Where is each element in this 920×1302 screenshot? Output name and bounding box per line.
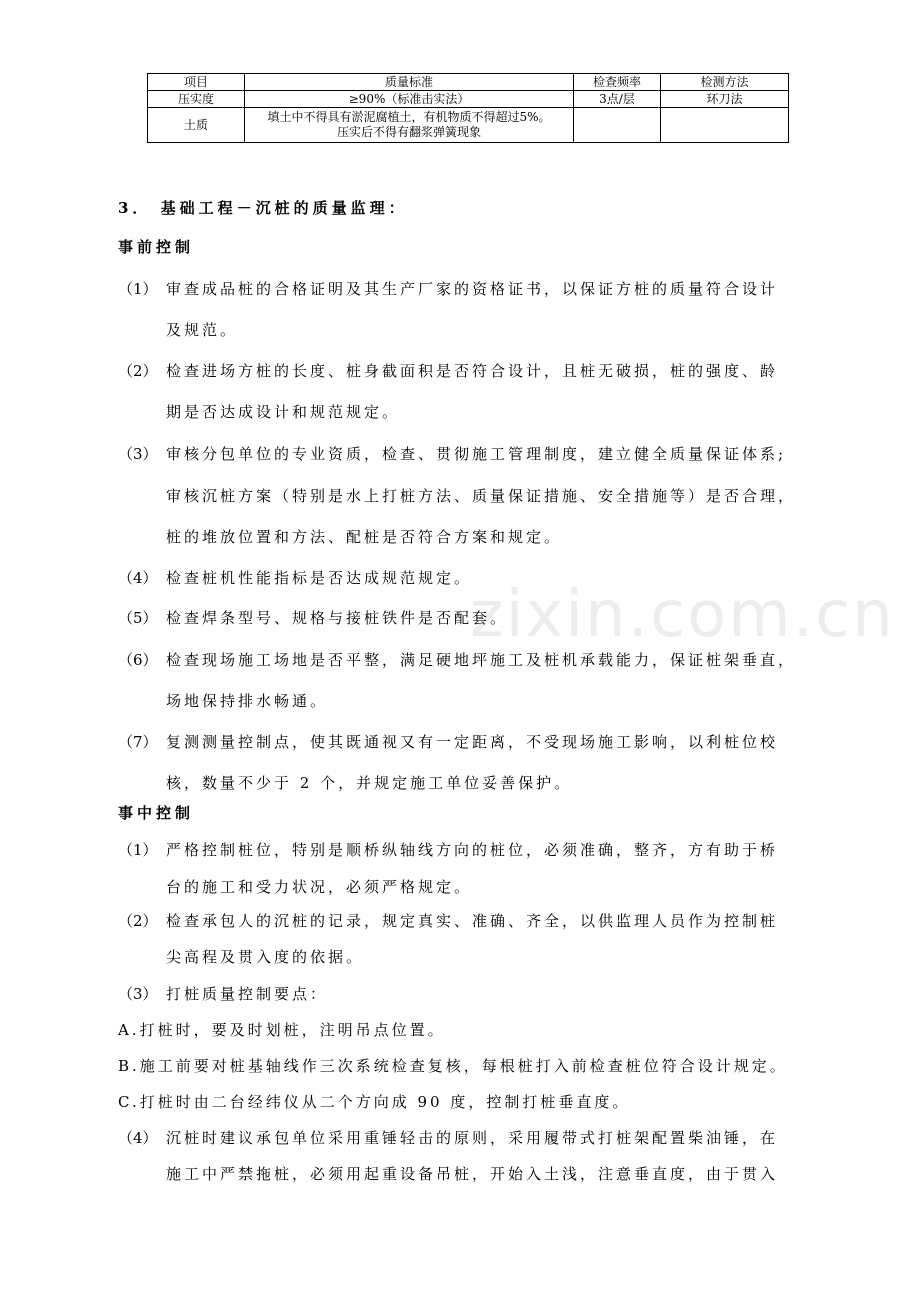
list-item xyxy=(118,607,508,628)
item-number: （1） xyxy=(118,280,158,298)
item-continuation: 台的施工和受力状况，必须严格规定。 xyxy=(166,878,473,896)
quality-standard-table xyxy=(147,73,789,143)
list-item xyxy=(118,983,328,1004)
item-number: （5） xyxy=(118,609,158,627)
item-number: （4） xyxy=(118,1129,158,1147)
sub-point: A.打桩时，要及时划桩，注明吊点位置。 xyxy=(118,1021,446,1039)
item-continuation: 审核沉桩方案（特别是水上打桩方法、质量保证措施、安全措施等）是否合理， xyxy=(166,487,797,505)
table-header-cell: 检测方法 xyxy=(661,74,789,91)
table-row xyxy=(148,91,789,108)
item-continuation: 场地保持排水畅通。 xyxy=(166,692,329,710)
item-continuation: 桩的堆放位置和方法、配桩是否符合方案和规定。 xyxy=(166,528,563,546)
item-number: （7） xyxy=(118,733,158,751)
item-continuation: 施工中严禁拖桩，必须用起重设备吊桩，开始入土浅，注意垂直度，由于贯入 xyxy=(166,1165,779,1183)
table-cell-line: 填土中不得具有淤泥腐植土，有机物质不得超过5%。 xyxy=(267,110,551,124)
list-item xyxy=(118,360,778,381)
item-continuation: 核，数量不少于 2 个，并规定施工单位妥善保护。 xyxy=(166,774,573,792)
table-cell xyxy=(661,108,789,143)
list-item xyxy=(118,278,778,299)
item-continuation: 尖高程及贯入度的依据。 xyxy=(166,948,365,966)
table-cell: ≥90%（标准击实法） xyxy=(245,91,574,108)
table-cell: 土质 xyxy=(148,108,245,143)
table-row xyxy=(148,108,789,143)
table-header-cell: 项目 xyxy=(148,74,245,91)
item-number: （2） xyxy=(118,912,158,930)
watermark: zixin.com.cn xyxy=(470,578,895,652)
item-number: （1） xyxy=(118,841,158,859)
item-text: 严格控制桩位，特别是顺桥纵轴线方向的桩位，必须准确，整齐，方有助于桥 xyxy=(166,841,779,859)
subsection-heading: 事前控制 xyxy=(118,238,195,256)
item-text: 检查现场施工场地是否平整，满足硬地坪施工及桩机承载能力，保证桩架垂直， xyxy=(166,651,797,669)
table-header-cell: 质量标准 xyxy=(245,74,574,91)
item-number: （4） xyxy=(118,569,158,587)
table-cell-line: 压实后不得有翻浆弹簧现象 xyxy=(336,125,481,139)
item-continuation: 及规范。 xyxy=(166,321,239,339)
table-cell: 3点/层 xyxy=(574,91,661,108)
list-item xyxy=(118,649,796,670)
sub-point: C.打桩时由二台经纬仪从二个方向成 90 度，控制打桩垂直度。 xyxy=(118,1093,631,1111)
item-text: 检查桩机性能指标是否达成规范规定。 xyxy=(166,569,473,587)
item-text: 检查进场方桩的长度、桩身截面积是否符合设计，且桩无破损，桩的强度、龄 xyxy=(166,362,779,380)
list-item xyxy=(118,443,786,464)
item-text: 审核分包单位的专业资质，检查、贯彻施工管理制度，建立健全质量保证体系; xyxy=(166,445,787,463)
section-title: 3． 基础工程－沉桩的质量监理： xyxy=(118,199,408,217)
item-text: 打桩质量控制要点： xyxy=(166,985,329,1003)
item-number: （6） xyxy=(118,651,158,669)
item-text: 检查焊条型号、规格与接桩铁件是否配套。 xyxy=(166,609,509,627)
table-cell xyxy=(574,108,661,143)
list-item xyxy=(118,839,778,860)
list-item xyxy=(118,567,472,588)
item-number: （2） xyxy=(118,362,158,380)
sub-point: B.施工前要对桩基轴线作三次系统检查复核，每根桩打入前检查桩位符合设计规定。 xyxy=(118,1057,788,1075)
subsection-heading: 事中控制 xyxy=(118,804,195,822)
list-item xyxy=(118,1127,778,1148)
list-item xyxy=(118,731,778,752)
list-item xyxy=(118,910,778,931)
item-number: （3） xyxy=(118,985,158,1003)
table-cell: 环刀法 xyxy=(661,91,789,108)
item-continuation: 期是否达成设计和规范规定。 xyxy=(166,403,401,421)
table-header-row xyxy=(148,74,789,91)
item-text: 检查承包人的沉桩的记录，规定真实、准确、齐全，以供监理人员作为控制桩 xyxy=(166,912,779,930)
item-number: （3） xyxy=(118,445,158,463)
table-header-cell: 检查频率 xyxy=(574,74,661,91)
item-text: 审查成品桩的合格证明及其生产厂家的资格证书，以保证方桩的质量符合设计 xyxy=(166,280,779,298)
item-text: 复测测量控制点，使其既通视又有一定距离，不受现场施工影响，以利桩位校 xyxy=(166,733,779,751)
table-cell: 压实度 xyxy=(148,91,245,108)
table-cell xyxy=(245,108,574,143)
item-text: 沉桩时建议承包单位采用重锤轻击的原则，采用履带式打桩架配置柴油锤，在 xyxy=(166,1129,779,1147)
